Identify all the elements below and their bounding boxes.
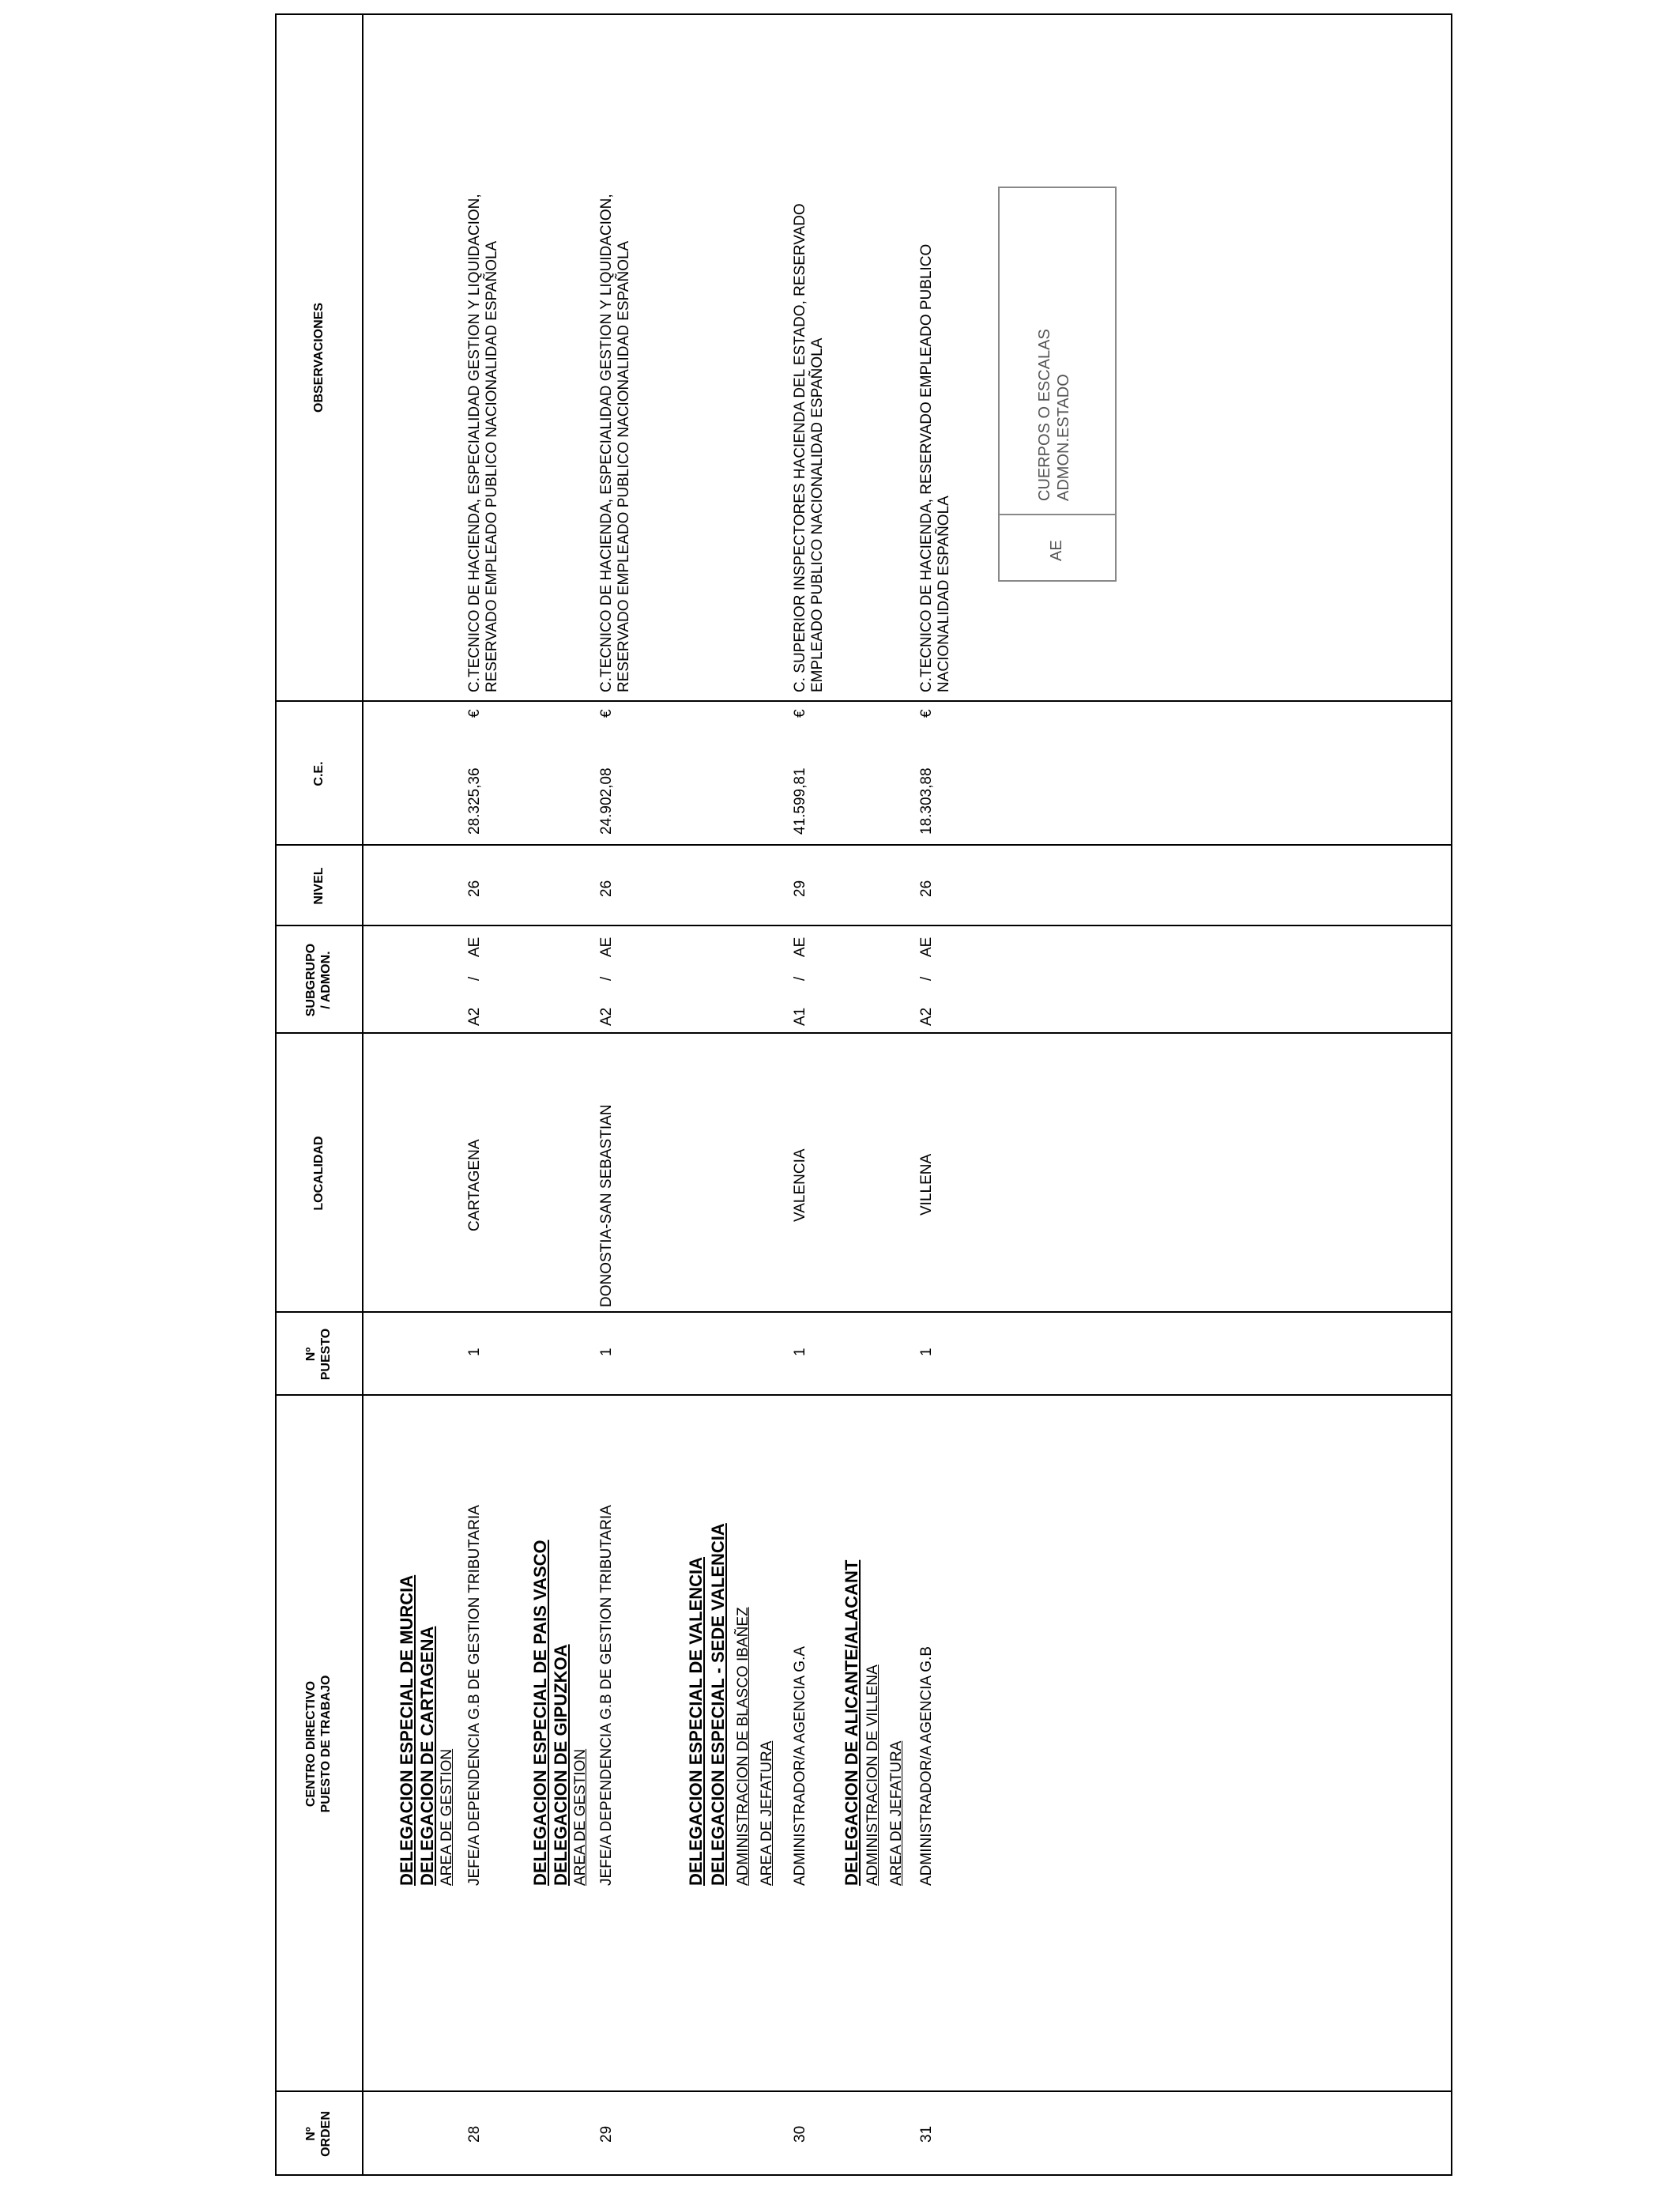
nivel: 29 [792,880,808,897]
header-divider [362,13,363,2176]
observaciones-line1: C.TECNICO DE HACIENDA, RESERVADO EMPLEADO PUBLICO [918,243,935,692]
observaciones [598,13,633,692]
observaciones-line2: RESERVADO EMPLEADO PUBLICO NACIONALIDAD ESPAÑOLA [484,240,500,692]
col-divider-ce [275,700,1452,702]
complemento-especifico: 41.599,81 [792,767,808,835]
complemento-especifico: 28.325,36 [466,767,483,835]
area: AREA DE JEFATURA [759,1740,775,1886]
delegacion: DELEGACION ESPECIAL - SEDE VALENCIA [708,1523,728,1886]
puesto-trabajo: ADMINISTRADOR/A AGENCIA G.A [792,1646,808,1886]
euro-sign: € [466,709,483,718]
euro-sign: € [598,709,615,718]
col-divider-puesto [275,1311,1452,1313]
header-nivel [275,846,362,926]
observaciones-line1: C.TECNICO DE HACIENDA, ESPECIALIDAD GESTION Y LIQUIDACION, [598,194,615,692]
header-nivel-text: NIVEL [311,867,326,905]
row-orden: 28 [466,2125,483,2143]
header-puesto [275,1313,362,1396]
administracion: ADMINISTRACION DE VILLENA [864,1664,881,1886]
legend-description [1035,329,1073,501]
observaciones-line2: NACIONALIDAD ESPAÑOLA [936,496,952,692]
num-puesto: 1 [792,1348,808,1356]
header-puesto-line2: PUESTO [319,1328,333,1381]
centro-directivo: DELEGACION DE ALICANTE/ALACANT [842,1559,861,1886]
col-divider-subgrupo [275,925,1452,926]
area: AREA DE GESTION [439,1748,455,1886]
subgrupo: A1 [792,1007,808,1026]
admon: AE [918,937,935,957]
slash: / [466,976,483,981]
header-orden [275,2092,362,2176]
area: AREA DE JEFATURA [888,1740,905,1886]
observaciones [466,13,501,692]
header-observaciones-text: OBSERVACIONES [311,303,326,413]
header-localidad-text: LOCALIDAD [311,1136,326,1211]
num-puesto: 1 [466,1348,483,1356]
nivel: 26 [598,880,615,897]
header-subgrupo-line2: / ADMON. [319,951,333,1009]
legend-divider [1000,514,1115,515]
euro-sign: € [918,709,935,718]
header-orden-line2: ORDEN [319,2111,333,2157]
header-ce [275,702,362,846]
legend-box [998,187,1117,582]
localidad: CARTAGENA [466,1139,483,1231]
area: AREA DE GESTION [572,1748,589,1886]
header-subgrupo-line1: SUBGRUPO [304,943,318,1017]
header-ce-text: C.E. [311,761,326,786]
delegacion: DELEGACION DE GIPUZKOA [551,1644,571,1886]
subgrupo: A2 [598,1007,615,1026]
slash: / [792,976,808,981]
row-orden: 29 [598,2125,615,2143]
col-divider-orden [275,2090,1452,2092]
num-puesto: 1 [598,1348,615,1356]
localidad: VALENCIA [792,1148,808,1222]
slash: / [598,976,615,981]
num-puesto: 1 [918,1348,935,1356]
administracion: ADMINISTRACION DE BLASCO IBAÑEZ [735,1607,751,1886]
slash: / [918,976,935,981]
nivel: 26 [918,880,935,897]
subgrupo: A2 [466,1007,483,1026]
delegacion: DELEGACION DE CARTAGENA [417,1626,437,1886]
col-divider-nivel [275,844,1452,846]
header-observaciones [275,13,362,702]
complemento-especifico: 24.902,08 [598,767,615,835]
observaciones-line1: C.TECNICO DE HACIENDA, ESPECIALIDAD GESTION Y LIQUIDACION, [466,194,483,692]
puesto-trabajo: JEFE/A DEPENDENCIA G.B DE GESTION TRIBUTARIA [598,1505,615,1886]
header-centro [275,1396,362,2092]
observaciones [918,13,953,692]
admon: AE [598,937,615,957]
centro-directivo: DELEGACION ESPECIAL DE PAIS VASCO [530,1540,550,1886]
admon: AE [792,937,808,957]
col-divider-localidad [275,1032,1452,1034]
observaciones-line2: RESERVADO EMPLEADO PUBLICO NACIONALIDAD ESPAÑOLA [616,240,632,692]
localidad: VILLENA [918,1153,935,1216]
euro-sign: € [792,709,808,718]
header-centro-line2: PUESTO DE TRABAJO [319,1675,333,1813]
legend-description-line2: ADMON.ESTADO [1055,374,1072,501]
puesto-trabajo: ADMINISTRADOR/A AGENCIA G.B [918,1646,935,1886]
subgrupo: A2 [918,1007,935,1026]
observaciones [792,13,827,692]
header-puesto-line1: Nº [304,1347,318,1362]
admon: AE [466,937,483,957]
row-orden: 31 [918,2125,935,2143]
header-centro-line1: CENTRO DIRECTIVO [304,1680,318,1808]
header-subgrupo [275,926,362,1034]
legend-code: AE [1048,540,1065,561]
observaciones-line1: C. SUPERIOR INSPECTORES HACIENDA DEL ESTADO, RESERVADO [792,203,808,692]
header-localidad [275,1034,362,1313]
centro-directivo: DELEGACION ESPECIAL DE MURCIA [397,1574,416,1886]
localidad: DONOSTIA-SAN SEBASTIAN [598,1104,615,1307]
header-orden-line1: Nº [304,2127,318,2141]
row-orden: 30 [792,2125,808,2143]
legend-description-line1: CUERPOS O ESCALAS [1036,329,1053,501]
centro-directivo: DELEGACION ESPECIAL DE VALENCIA [686,1556,706,1886]
puesto-trabajo: JEFE/A DEPENDENCIA G.B DE GESTION TRIBUTARIA [466,1505,483,1886]
nivel: 26 [466,880,483,897]
col-divider-centro [275,1394,1452,1396]
observaciones-line2: EMPLEADO PUBLICO NACIONALIDAD ESPAÑOLA [809,337,826,692]
complemento-especifico: 18.303,88 [918,767,935,835]
